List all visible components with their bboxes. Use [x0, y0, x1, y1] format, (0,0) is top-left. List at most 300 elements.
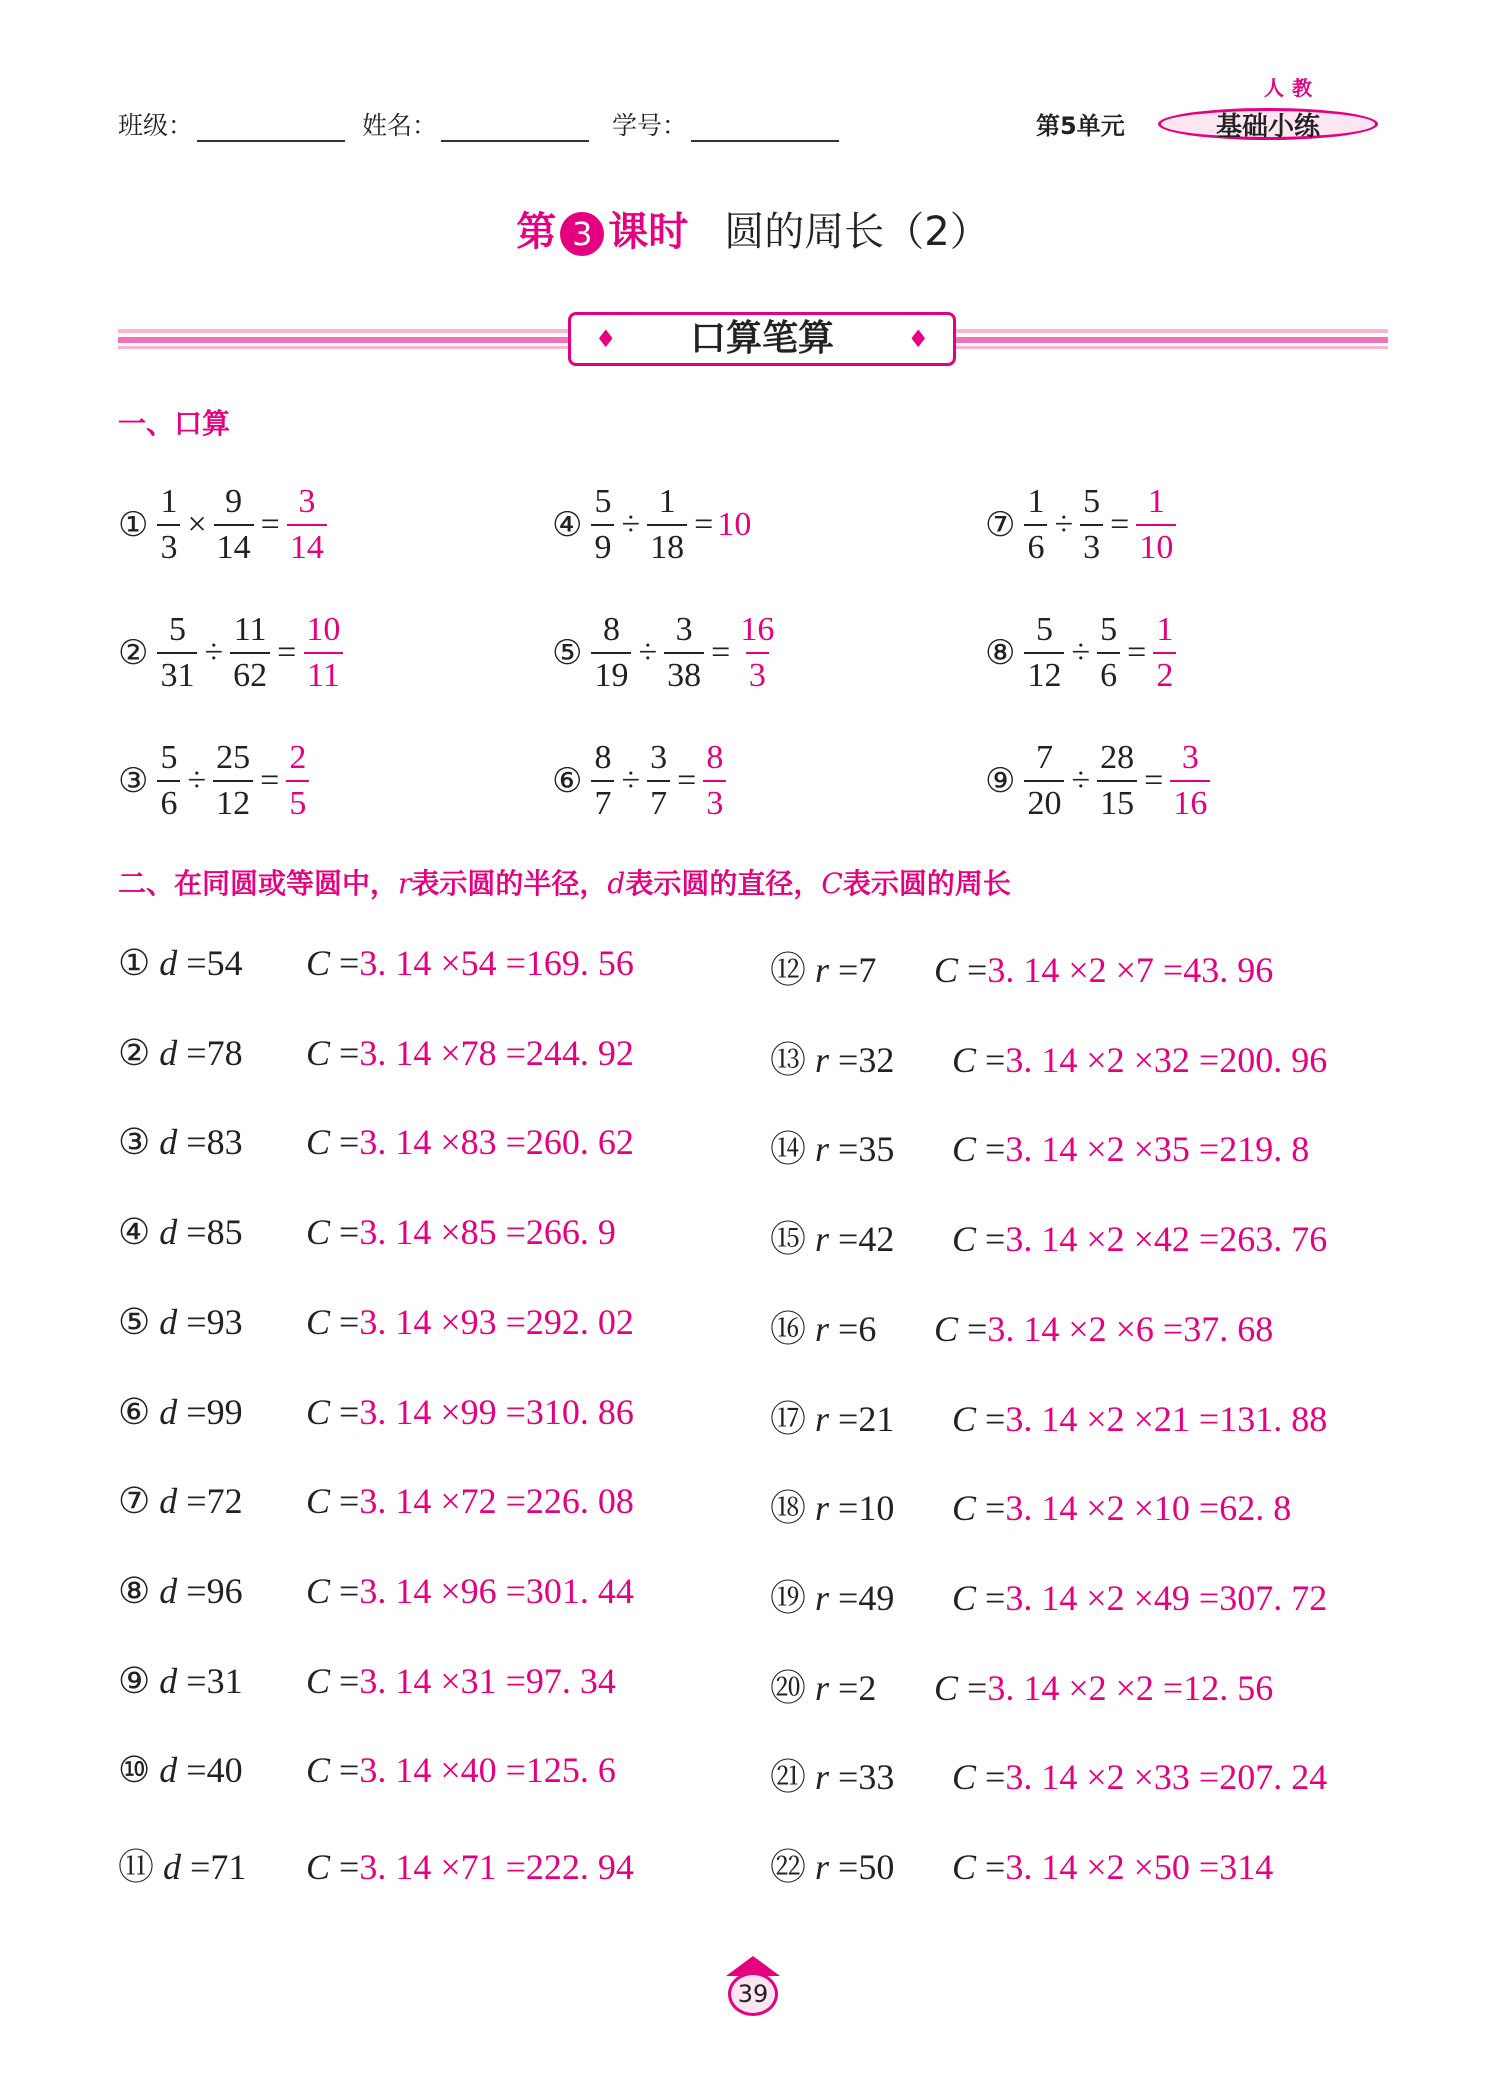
item-number: ⑤: [118, 1301, 160, 1342]
fraction-b-denominator: 7: [647, 780, 670, 826]
given-value: [118, 1570, 306, 1612]
value: =72: [177, 1481, 243, 1522]
fraction-b: [1080, 480, 1103, 570]
section-heading-circumference: 二、在同圆或等圆中，r表示圆的半径，d表示圆的直径，C表示圆的周长: [118, 867, 1011, 900]
circumference-symbol: C: [952, 1757, 977, 1798]
fraction-b-denominator: 18: [647, 524, 687, 570]
circumference-symbol: C: [306, 1570, 331, 1611]
item-number: ④: [118, 1212, 160, 1253]
equals-sign: =: [330, 1660, 360, 1701]
equals-sign: =: [1144, 762, 1164, 799]
answer-denominator: 2: [1153, 652, 1176, 698]
calculation: 3. 14 ×2 ×21 =131. 88: [1005, 1398, 1328, 1439]
id-label: 学号：: [612, 111, 688, 140]
item-number: ②: [118, 635, 149, 672]
value: =78: [177, 1032, 243, 1073]
circumference-row: [770, 1660, 1273, 1711]
calculation: 3. 14 ×93 =292. 02: [359, 1301, 634, 1342]
fraction-a-denominator: 19: [591, 652, 631, 698]
fraction-a-denominator: 31: [157, 652, 197, 698]
item-number: ④: [552, 507, 583, 544]
value: =33: [829, 1757, 895, 1798]
given-value: [770, 1301, 934, 1352]
item-number: ⑫: [770, 950, 816, 990]
item-number: ⑨: [118, 1660, 160, 1701]
banner-label: 口算笔算: [689, 318, 834, 359]
answer: [737, 608, 777, 698]
fraction-b-denominator: 38: [664, 652, 704, 698]
circumference-row: [118, 1032, 634, 1074]
class-blank[interactable]: [197, 114, 345, 142]
variable: d: [159, 1301, 178, 1342]
calculation: 3. 14 ×2 ×35 =219. 8: [1005, 1129, 1310, 1170]
item-number: ①: [118, 943, 160, 983]
fraction-b-numerator: 25: [216, 739, 251, 776]
value: =31: [177, 1660, 243, 1701]
circumference-symbol: C: [306, 1847, 331, 1887]
calculation: 3. 14 ×2 ×7 =43. 96: [987, 950, 1274, 990]
circumference-row: [770, 1121, 1309, 1172]
given-value: [770, 1211, 952, 1262]
value: =49: [829, 1577, 895, 1618]
oral-item: [985, 736, 1213, 826]
item-number: ㉒: [770, 1847, 816, 1887]
answer-numerator: 1: [1156, 611, 1174, 648]
equals-sign: =: [330, 943, 360, 983]
fraction-a-numerator: 8: [602, 611, 620, 648]
value: =93: [177, 1301, 243, 1342]
operator: ÷: [621, 506, 641, 543]
fraction-a-numerator: 7: [1035, 739, 1053, 776]
calculation: 3. 14 ×2 ×10 =62. 8: [1005, 1488, 1292, 1529]
oral-item: [552, 480, 751, 570]
lesson-name: 圆的周长（2）: [724, 209, 990, 255]
answer-denominator: 3: [746, 652, 769, 698]
variable: d: [159, 1032, 178, 1073]
circumference-symbol: C: [934, 1667, 959, 1708]
circumference-row: [770, 1301, 1273, 1352]
name-field: [362, 106, 589, 142]
equals-sign: =: [711, 634, 731, 671]
equals-sign: =: [976, 1219, 1006, 1260]
fraction-a-numerator: 5: [160, 739, 178, 776]
circumference-symbol: C: [306, 1122, 331, 1163]
equals-sign: =: [260, 762, 280, 799]
given-value: [770, 1660, 934, 1711]
circumference-symbol: C: [952, 1219, 977, 1260]
equals-sign: =: [330, 1750, 360, 1791]
circumference-symbol: C: [952, 1129, 977, 1170]
value: =42: [829, 1219, 895, 1260]
operator: ÷: [1054, 506, 1074, 543]
fraction-b-numerator: 28: [1100, 739, 1135, 776]
equals-sign: =: [976, 1039, 1006, 1080]
variable: d: [159, 1570, 178, 1611]
variable: r: [815, 1129, 830, 1170]
item-number: ⑨: [985, 763, 1016, 800]
variable: r: [815, 1577, 830, 1618]
calculation: 3. 14 ×31 =97. 34: [359, 1660, 616, 1701]
circumference-symbol: C: [934, 950, 959, 990]
given-value: [770, 1570, 952, 1621]
oral-item: [118, 480, 330, 570]
given-value: [118, 1032, 306, 1074]
calculation: 3. 14 ×2 ×33 =207. 24: [1005, 1757, 1328, 1798]
fraction-a-denominator: 6: [157, 780, 180, 826]
variable: r: [815, 1039, 830, 1080]
diamond-icon: ♦: [595, 325, 617, 353]
fraction-a-numerator: 8: [594, 739, 612, 776]
variable: r: [815, 1308, 830, 1349]
answer: [287, 480, 327, 570]
value: =6: [829, 1308, 877, 1349]
equals-sign: =: [976, 1129, 1006, 1170]
circumference-symbol: C: [306, 1391, 331, 1432]
given-value: [118, 1839, 306, 1890]
fraction-a-numerator: 5: [594, 483, 612, 520]
calculation: 3. 14 ×2 ×6 =37. 68: [987, 1308, 1274, 1349]
id-blank[interactable]: [691, 114, 839, 142]
class-field: [118, 106, 345, 142]
variable: r: [815, 1488, 830, 1529]
variable: r: [815, 1219, 830, 1260]
fraction-a-denominator: 20: [1024, 780, 1064, 826]
oral-item: [118, 736, 312, 826]
fraction-b-numerator: 9: [225, 483, 243, 520]
lesson-number: 3: [560, 212, 604, 256]
given-value: [118, 1660, 306, 1702]
value: =50: [829, 1847, 895, 1887]
item-number: ⑳: [770, 1667, 816, 1708]
given-value: [118, 1121, 306, 1163]
value: =40: [177, 1750, 243, 1791]
variable: d: [159, 1750, 178, 1791]
oral-item: [985, 608, 1179, 698]
variable: d: [159, 943, 178, 983]
fraction-b: [230, 608, 270, 698]
fraction-b-denominator: 15: [1097, 780, 1137, 826]
given-value: [118, 1391, 306, 1433]
answer: 10: [717, 506, 752, 543]
given-value: [118, 1211, 306, 1253]
circumference-row: [118, 1749, 616, 1791]
item-number: ⑲: [770, 1577, 816, 1618]
fraction-b: [1097, 736, 1137, 826]
value: =99: [177, 1391, 243, 1432]
fraction-a: [1024, 736, 1064, 826]
section-heading-oral: 一、口算: [118, 407, 231, 440]
fraction-a-numerator: 1: [1027, 483, 1045, 520]
equals-sign: =: [694, 506, 714, 543]
equals-sign: =: [1110, 506, 1130, 543]
equals-sign: =: [677, 762, 697, 799]
fraction-b-numerator: 5: [1083, 483, 1101, 520]
circumference-symbol: C: [934, 1308, 959, 1349]
equals-sign: =: [976, 1757, 1006, 1798]
name-label: 姓名：: [362, 111, 438, 140]
publisher-label: 人教: [1264, 76, 1320, 100]
given-value: [118, 1480, 306, 1522]
calculation: 3. 14 ×2 ×2 =12. 56: [987, 1667, 1274, 1708]
calculation: 3. 14 ×40 =125. 6: [359, 1750, 616, 1791]
fraction-a-denominator: 3: [157, 524, 180, 570]
fraction-a: [1024, 480, 1047, 570]
circumference-symbol: C: [952, 1488, 977, 1529]
answer-denominator: 5: [286, 780, 309, 826]
circumference-row: [770, 1391, 1327, 1442]
oral-item: [985, 480, 1179, 570]
answer-numerator: 3: [1181, 739, 1199, 776]
circumference-row: [118, 1211, 616, 1253]
calculation: 3. 14 ×72 =226. 08: [359, 1481, 634, 1522]
value: =2: [829, 1667, 877, 1708]
circumference-symbol: C: [952, 1039, 977, 1080]
item-number: ②: [118, 1032, 160, 1073]
given-value: [770, 1121, 952, 1172]
value: =54: [177, 943, 243, 983]
fraction-b-denominator: 3: [1080, 524, 1103, 570]
item-number: ⑱: [770, 1488, 816, 1529]
fraction-b-denominator: 14: [214, 524, 254, 570]
circumference-row: [118, 1391, 634, 1433]
calculation: 3. 14 ×99 =310. 86: [359, 1391, 634, 1432]
given-value: [770, 1032, 952, 1083]
circumference-row: [770, 1570, 1327, 1621]
fraction-b-denominator: 62: [230, 652, 270, 698]
fraction-a: [591, 608, 631, 698]
equals-sign: =: [976, 1398, 1006, 1439]
page-title: [0, 200, 1506, 257]
circumference-row: [770, 1032, 1327, 1083]
variable: d: [163, 1847, 182, 1887]
fraction-a-numerator: 5: [168, 611, 186, 648]
lesson-prefix: 第: [516, 209, 557, 255]
circumference-symbol: C: [306, 943, 331, 983]
fraction-b: [214, 480, 254, 570]
answer-numerator: 1: [1147, 483, 1165, 520]
equals-sign: =: [1127, 634, 1147, 671]
id-field: [612, 106, 839, 142]
calculation: 3. 14 ×83 =260. 62: [359, 1122, 634, 1163]
oral-item: [118, 608, 346, 698]
fraction-a: [591, 480, 614, 570]
given-value: [118, 1301, 306, 1343]
calculation: 3. 14 ×85 =266. 9: [359, 1212, 616, 1253]
equals-sign: =: [958, 950, 988, 990]
item-number: ③: [118, 1122, 160, 1163]
equals-sign: =: [330, 1391, 360, 1432]
operator: ÷: [187, 762, 207, 799]
page-number: 39: [728, 1972, 778, 2016]
circumference-symbol: C: [306, 1212, 331, 1253]
fraction-b: [647, 480, 687, 570]
fraction-b: [1097, 608, 1120, 698]
given-value: [770, 1480, 952, 1531]
lesson-suffix: 课时: [608, 209, 689, 255]
section-banner: [568, 312, 956, 366]
equals-sign: =: [330, 1122, 360, 1163]
answer-denominator: 11: [304, 652, 343, 698]
answer: [1136, 480, 1176, 570]
circumference-row: [770, 1839, 1273, 1890]
answer-denominator: 14: [287, 524, 327, 570]
fraction-b-denominator: 6: [1097, 652, 1120, 698]
answer: [1153, 608, 1176, 698]
fraction-a-denominator: 12: [1024, 652, 1064, 698]
equals-sign: =: [260, 506, 280, 543]
calculation: 3. 14 ×2 ×50 =314: [1005, 1847, 1274, 1887]
equals-sign: =: [976, 1577, 1006, 1618]
item-number: ⑪: [118, 1847, 164, 1887]
variable: d: [159, 1391, 178, 1432]
circumference-row: [118, 1121, 634, 1163]
variable: d: [159, 1660, 178, 1701]
fraction-a-denominator: 6: [1024, 524, 1047, 570]
item-number: ⑭: [770, 1129, 816, 1170]
given-value: [770, 1749, 952, 1800]
given-value: [118, 1749, 306, 1791]
fraction-a: [591, 736, 614, 826]
oral-item: [552, 608, 780, 698]
circumference-row: [770, 1749, 1327, 1800]
diamond-icon: ♦: [907, 325, 929, 353]
fraction-b-numerator: 5: [1100, 611, 1118, 648]
item-number: ⑦: [118, 1481, 160, 1522]
value: =35: [829, 1129, 895, 1170]
fraction-b-numerator: 3: [650, 739, 668, 776]
answer-numerator: 16: [740, 611, 775, 648]
answer-numerator: 10: [306, 611, 341, 648]
fraction-a-denominator: 7: [591, 780, 614, 826]
oral-item: [552, 736, 729, 826]
calculation: 3. 14 ×78 =244. 92: [359, 1032, 634, 1073]
answer: [303, 608, 343, 698]
item-number: ⑰: [770, 1398, 816, 1439]
given-value: [770, 1839, 952, 1890]
equals-sign: =: [958, 1308, 988, 1349]
fraction-b-numerator: 3: [675, 611, 693, 648]
circumference-symbol: C: [306, 1750, 331, 1791]
equals-sign: =: [330, 1032, 360, 1073]
fraction-a-numerator: 5: [1035, 611, 1053, 648]
equals-sign: =: [277, 634, 297, 671]
fraction-a: [157, 736, 180, 826]
equals-sign: =: [330, 1301, 360, 1342]
circumference-row: [118, 1301, 634, 1343]
fraction-b: [664, 608, 704, 698]
item-number: ③: [118, 763, 149, 800]
item-number: ⑯: [770, 1308, 816, 1349]
value: =85: [177, 1212, 243, 1253]
value: =7: [829, 950, 877, 990]
circumference-symbol: C: [306, 1481, 331, 1522]
equals-sign: =: [958, 1667, 988, 1708]
fraction-b-numerator: 1: [658, 483, 676, 520]
item-number: ⑥: [118, 1391, 160, 1432]
answer: [703, 736, 726, 826]
value: =83: [177, 1122, 243, 1163]
given-value: [770, 942, 934, 993]
item-number: ⑧: [985, 635, 1016, 672]
circumference-row: [770, 1211, 1327, 1262]
item-number: ⑩: [118, 1750, 160, 1791]
page-number-badge: [718, 1956, 788, 2026]
brand-logo: [1158, 76, 1378, 148]
variable: d: [159, 1122, 178, 1163]
operator: ÷: [1071, 634, 1091, 671]
value: =96: [177, 1570, 243, 1611]
fraction-a-numerator: 1: [160, 483, 178, 520]
item-number: ⑮: [770, 1219, 816, 1260]
item-number: ⑤: [552, 635, 583, 672]
answer-numerator: 2: [289, 739, 307, 776]
page-header: [118, 76, 1388, 144]
variable: r: [815, 1667, 830, 1708]
operator: ×: [187, 506, 207, 543]
equals-sign: =: [330, 1847, 360, 1887]
value: =32: [829, 1039, 895, 1080]
variable: d: [159, 1212, 178, 1253]
answer-denominator: 3: [703, 780, 726, 826]
calculation: 3. 14 ×54 =169. 56: [359, 943, 634, 983]
answer-numerator: 8: [706, 739, 724, 776]
circumference-symbol: C: [952, 1398, 977, 1439]
item-number: ㉑: [770, 1757, 816, 1798]
equals-sign: =: [976, 1847, 1006, 1887]
circumference-row: [118, 1839, 634, 1890]
item-number: ⑧: [118, 1570, 160, 1611]
given-value: [770, 1391, 952, 1442]
circumference-row: [118, 1480, 634, 1522]
answer-denominator: 10: [1136, 524, 1176, 570]
answer: [286, 736, 309, 826]
circumference-row: [770, 1480, 1291, 1531]
variable: r: [815, 1757, 830, 1798]
calculation: 3. 14 ×2 ×32 =200. 96: [1005, 1039, 1328, 1080]
item-number: ⑦: [985, 507, 1016, 544]
value: =21: [829, 1398, 895, 1439]
given-value: [118, 942, 306, 984]
fraction-b-denominator: 12: [213, 780, 253, 826]
item-number: ⑥: [552, 763, 583, 800]
answer-numerator: 3: [298, 483, 316, 520]
circumference-symbol: C: [952, 1577, 977, 1618]
variable: r: [815, 950, 830, 990]
circumference-symbol: C: [952, 1847, 977, 1887]
operator: ÷: [621, 762, 641, 799]
circumference-symbol: C: [306, 1301, 331, 1342]
unit-label: 第5单元: [1036, 112, 1125, 140]
calculation: 3. 14 ×71 =222. 94: [359, 1847, 634, 1887]
fraction-b-numerator: 11: [233, 611, 267, 648]
variable: r: [815, 1398, 830, 1439]
operator: ÷: [204, 634, 224, 671]
item-number: ①: [118, 507, 149, 544]
fraction-b: [213, 736, 253, 826]
circumference-row: [770, 942, 1273, 993]
variable: r: [815, 1847, 830, 1887]
brand-name: 基础小练: [1215, 112, 1320, 142]
name-blank[interactable]: [441, 114, 589, 142]
fraction-a-denominator: 9: [591, 524, 614, 570]
variable: d: [159, 1481, 178, 1522]
item-number: ⑬: [770, 1039, 816, 1080]
circumference-symbol: C: [306, 1660, 331, 1701]
circumference-row: [118, 1660, 616, 1702]
equals-sign: =: [330, 1481, 360, 1522]
class-label: 班级：: [118, 111, 194, 140]
circumference-symbol: C: [306, 1032, 331, 1073]
